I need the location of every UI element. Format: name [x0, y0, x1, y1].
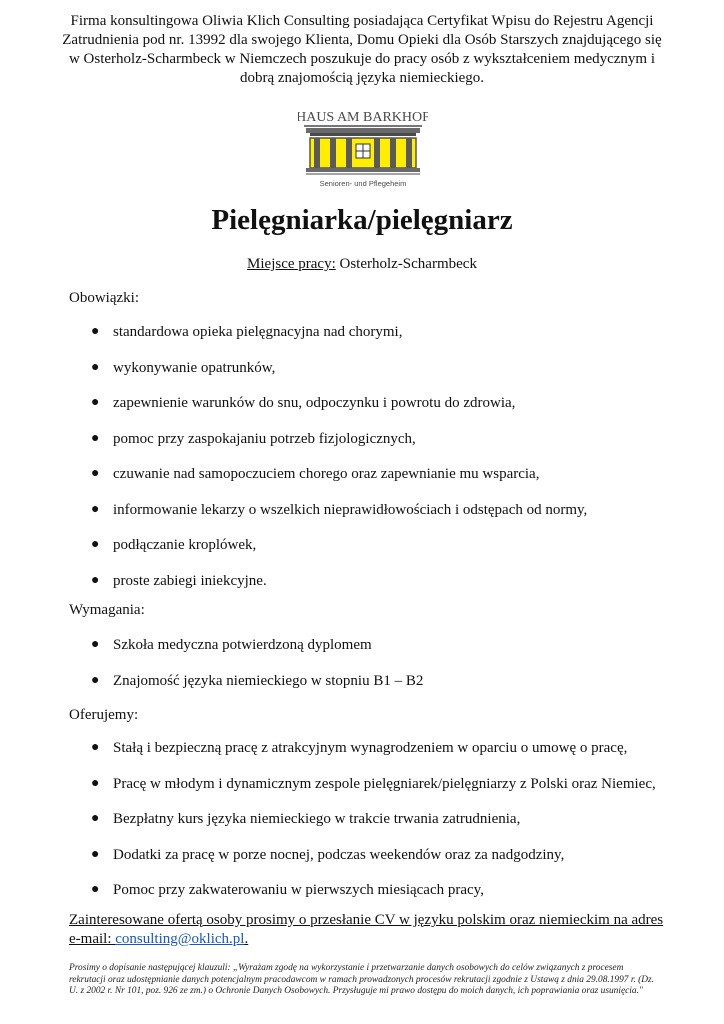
list-item — [0, 672, 724, 708]
list-item-text: podłączanie kroplówek, — [113, 537, 257, 553]
list-item-text: Bezpłatny kurs języka niemieckiego w trakcie trwania zatrudnienia, — [113, 811, 521, 827]
list-item-text: Pracę w młodym i dynamicznym zespole pielęgniarek/pielęgniarzy z Polski oraz Niemiec, — [113, 775, 656, 792]
duties-list — [0, 323, 724, 607]
bullet-icon: ● — [91, 537, 100, 552]
duties-heading: Obowiązki: — [69, 290, 139, 306]
intro-paragraph: Firma konsultingowa Oliwia Klich Consulting posiadająca Certyfikat Wpisu do Rejestru Agencji Zatrudnienia pod nr. 13992 dla swojego Klienta, Domu Opieki dla Osób Starszych znajdującego się w Osterholz-Scharmbeck w Niemczech poszukuje do pracy osób z wykształceniem medycznym i dobrą znajomością języka niemieckiego. — [62, 13, 662, 86]
list-item-text: Szkoła medyczna potwierdzoną dyplomem — [113, 637, 372, 653]
list-item — [0, 465, 724, 501]
bullet-icon: ● — [91, 672, 100, 688]
job-title: Pielęgniarka/pielęgniarz — [211, 204, 513, 236]
list-item-text: standardowa opieka pielęgnacyjna nad chorymi, — [113, 324, 403, 340]
contact-after: . — [244, 931, 249, 947]
bullet-icon: ● — [91, 572, 100, 588]
contact-text: Zainteresowane ofertą osoby prosimy o przesłanie CV w języku polskim oraz niemieckim na adres e-mail: — [69, 912, 664, 947]
list-item — [0, 536, 724, 572]
work-location — [0, 255, 724, 273]
contact-email-link[interactable]: consulting@oklich.pl — [115, 931, 245, 947]
offer-heading: Oferujemy: — [69, 707, 139, 723]
list-item — [0, 323, 724, 359]
bullet-icon: ● — [91, 466, 100, 481]
bullet-icon: ● — [91, 501, 100, 517]
logo-subtitle-text: Senioren- und Pflegeheim — [319, 179, 407, 188]
bullet-icon: ● — [91, 430, 100, 446]
location-value: Osterholz-Scharmbeck — [335, 256, 477, 272]
list-item — [0, 359, 724, 395]
requirements-heading: Wymagania: — [69, 602, 145, 618]
list-item-text: Dodatki za pracę w porze nocnej, podczas weekendów oraz za nadgodziny, — [113, 846, 565, 863]
bullet-icon: ● — [91, 846, 100, 862]
list-item — [0, 775, 724, 811]
list-item-text: czuwanie nad samopoczuciem chorego oraz zapewnianie mu wsparcia, — [113, 466, 540, 482]
bullet-icon: ● — [91, 637, 100, 652]
logo-graphic — [298, 104, 428, 190]
bullet-icon: ● — [91, 359, 100, 375]
list-item-text: zapewnienie warunków do snu, odpoczynku i powrotu do zdrowia, — [113, 395, 516, 411]
list-item — [0, 846, 724, 882]
contact-instructions — [69, 911, 669, 949]
haus-am-barkhof-logo — [298, 104, 428, 190]
bullet-icon: ● — [91, 811, 100, 826]
list-item — [0, 810, 724, 846]
list-item — [0, 430, 724, 466]
list-item — [0, 501, 724, 537]
list-item-text: Pomoc przy zakwaterowaniu w pierwszych miesiącach pracy, — [113, 882, 484, 898]
bullet-icon: ● — [91, 882, 100, 897]
bullet-icon: ● — [91, 395, 100, 410]
location-label: Miejsce pracy: — [247, 256, 336, 272]
list-item-text: Znajomość języka niemieckiego w stopniu B1 – B2 — [113, 672, 424, 689]
bullet-icon: ● — [91, 775, 100, 791]
logo-name-text: HAUS AM BARKHOF — [298, 110, 428, 125]
list-item-text: pomoc przy zaspokajaniu potrzeb fizjologicznych, — [113, 430, 416, 447]
gdpr-clause: Prosimy o dopisanie następującej klauzuli: „Wyrażam zgodę na wykorzystanie i przetwarzanie danych osobowych do celów związanych z procesem rekrutacji oraz udostępnianie danych potencjalnym pracodawcom w ramach prowadzonych procesów rekrutacji zgodnie z Ustawą z dnia 29.08.1997 r. (Dz. U. z 2002 r. Nr 101, poz. 926 ze zm.) o Ochronie Danych Osobowych. Przysługuje mi prawo dostępu do moich danych, ich poprawiania oraz usunięcia." — [69, 963, 655, 997]
list-item — [0, 394, 724, 430]
bullet-icon: ● — [91, 740, 100, 755]
list-item — [0, 739, 724, 775]
list-item-text: informowanie lekarzy o wszelkich nieprawidłowościach i odstępach od normy, — [113, 501, 588, 518]
offer-list — [0, 739, 724, 917]
bullet-icon: ● — [91, 324, 100, 339]
list-item-text: wykonywanie opatrunków, — [113, 359, 276, 376]
list-item-text: proste zabiegi iniekcyjne. — [113, 572, 267, 589]
list-item-text: Stałą i bezpieczną pracę z atrakcyjnym wynagrodzeniem w oparciu o umowę o pracę, — [113, 740, 628, 756]
requirements-list — [0, 636, 724, 707]
list-item — [0, 636, 724, 672]
